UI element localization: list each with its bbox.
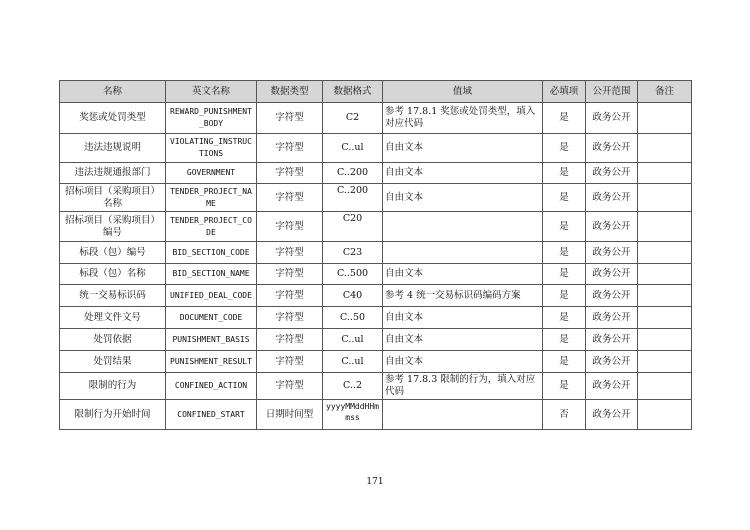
cell-name: 限制行为开始时间 bbox=[60, 400, 166, 430]
cell-name: 处理文件文号 bbox=[60, 307, 166, 329]
table-row bbox=[60, 373, 692, 400]
cell-name: 招标项目（采购项目）名称 bbox=[60, 184, 166, 212]
cell-public-scope: 政务公开 bbox=[586, 351, 638, 373]
cell-value-domain: 自由文本 bbox=[383, 264, 543, 285]
cell-data-type: 字符型 bbox=[257, 264, 323, 285]
table-row bbox=[60, 103, 692, 134]
cell-data-type: 字符型 bbox=[257, 163, 323, 184]
cell-english-name: GOVERNMENT bbox=[166, 163, 257, 184]
data-element-table bbox=[59, 80, 692, 430]
cell-public-scope: 政务公开 bbox=[586, 400, 638, 430]
cell-public-scope: 政务公开 bbox=[586, 212, 638, 242]
cell-english-name: TENDER_PROJECT_CODE bbox=[166, 212, 257, 242]
cell-data-format: C40 bbox=[323, 285, 383, 307]
cell-value-domain bbox=[383, 400, 543, 430]
table-row bbox=[60, 134, 692, 163]
cell-name: 招标项目（采购项目）编号 bbox=[60, 212, 166, 242]
cell-data-type: 字符型 bbox=[257, 134, 323, 163]
cell-remarks bbox=[638, 184, 692, 212]
cell-remarks bbox=[638, 242, 692, 264]
cell-required: 是 bbox=[543, 373, 586, 400]
cell-required: 是 bbox=[543, 307, 586, 329]
cell-value-domain: 自由文本 bbox=[383, 134, 543, 163]
cell-data-format: C..200 bbox=[323, 184, 383, 212]
cell-name: 处罚依据 bbox=[60, 329, 166, 351]
cell-public-scope: 政务公开 bbox=[586, 163, 638, 184]
cell-remarks bbox=[638, 264, 692, 285]
cell-value-domain: 参考 17.8.1 奖惩或处罚类型，填入对应代码 bbox=[383, 103, 543, 134]
table-row bbox=[60, 307, 692, 329]
cell-data-type: 字符型 bbox=[257, 373, 323, 400]
cell-data-type: 字符型 bbox=[257, 307, 323, 329]
cell-value-domain: 自由文本 bbox=[383, 307, 543, 329]
cell-value-domain bbox=[383, 242, 543, 264]
cell-remarks bbox=[638, 103, 692, 134]
cell-english-name: PUNISHMENT_BASIS bbox=[166, 329, 257, 351]
cell-english-name: CONFINED_START bbox=[166, 400, 257, 430]
cell-data-format: C..50 bbox=[323, 307, 383, 329]
cell-data-format: C..ul bbox=[323, 134, 383, 163]
cell-english-name: TENDER_PROJECT_NAME bbox=[166, 184, 257, 212]
cell-value-domain: 自由文本 bbox=[383, 163, 543, 184]
cell-name: 奖惩或处罚类型 bbox=[60, 103, 166, 134]
cell-value-domain: 自由文本 bbox=[383, 329, 543, 351]
table-row bbox=[60, 400, 692, 430]
cell-public-scope: 政务公开 bbox=[586, 184, 638, 212]
cell-english-name: PUNISHMENT_RESULT bbox=[166, 351, 257, 373]
cell-required: 是 bbox=[543, 329, 586, 351]
cell-data-format: yyyyMMddHHmmss bbox=[323, 400, 383, 430]
cell-public-scope: 政务公开 bbox=[586, 134, 638, 163]
cell-data-format: C2 bbox=[323, 103, 383, 134]
cell-remarks bbox=[638, 329, 692, 351]
cell-data-type: 字符型 bbox=[257, 285, 323, 307]
cell-required: 是 bbox=[543, 212, 586, 242]
cell-remarks bbox=[638, 307, 692, 329]
cell-english-name: VIOLATING_INSTRUCTIONS bbox=[166, 134, 257, 163]
cell-public-scope: 政务公开 bbox=[586, 373, 638, 400]
cell-remarks bbox=[638, 134, 692, 163]
cell-value-domain: 参考 4 统一交易标识码编码方案 bbox=[383, 285, 543, 307]
header-english-name: 英文名称 bbox=[166, 81, 257, 103]
cell-english-name: DOCUMENT_CODE bbox=[166, 307, 257, 329]
cell-public-scope: 政务公开 bbox=[586, 264, 638, 285]
cell-remarks bbox=[638, 400, 692, 430]
table-row bbox=[60, 285, 692, 307]
cell-english-name: REWARD_PUNISHMENT_BODY bbox=[166, 103, 257, 134]
cell-data-type: 字符型 bbox=[257, 103, 323, 134]
cell-remarks bbox=[638, 351, 692, 373]
header-data-type: 数据类型 bbox=[257, 81, 323, 103]
table-row bbox=[60, 264, 692, 285]
cell-data-format: C..200 bbox=[323, 163, 383, 184]
page-number: 171 bbox=[366, 477, 384, 487]
cell-english-name: BID_SECTION_NAME bbox=[166, 264, 257, 285]
table-row bbox=[60, 184, 692, 212]
cell-data-format: C20 bbox=[323, 212, 383, 242]
cell-name: 限制的行为 bbox=[60, 373, 166, 400]
table-header-row bbox=[60, 81, 692, 103]
cell-value-domain bbox=[383, 212, 543, 242]
cell-public-scope: 政务公开 bbox=[586, 307, 638, 329]
cell-required: 是 bbox=[543, 163, 586, 184]
header-data-format: 数据格式 bbox=[323, 81, 383, 103]
cell-value-domain: 参考 17.8.3 限制的行为，填入对应代码 bbox=[383, 373, 543, 400]
cell-data-type: 字符型 bbox=[257, 329, 323, 351]
cell-english-name: BID_SECTION_CODE bbox=[166, 242, 257, 264]
table-row bbox=[60, 351, 692, 373]
cell-name: 统一交易标识码 bbox=[60, 285, 166, 307]
cell-english-name: UNIFIED_DEAL_CODE bbox=[166, 285, 257, 307]
cell-remarks bbox=[638, 212, 692, 242]
cell-remarks bbox=[638, 373, 692, 400]
cell-value-domain: 自由文本 bbox=[383, 351, 543, 373]
cell-english-name: CONFINED_ACTION bbox=[166, 373, 257, 400]
header-remarks: 备注 bbox=[638, 81, 692, 103]
cell-data-type: 字符型 bbox=[257, 351, 323, 373]
cell-data-format: C..500 bbox=[323, 264, 383, 285]
cell-required: 是 bbox=[543, 134, 586, 163]
cell-public-scope: 政务公开 bbox=[586, 242, 638, 264]
cell-data-format: C..2 bbox=[323, 373, 383, 400]
table-row bbox=[60, 212, 692, 242]
cell-data-type: 字符型 bbox=[257, 212, 323, 242]
cell-name: 违法违规通报部门 bbox=[60, 163, 166, 184]
cell-required: 是 bbox=[543, 285, 586, 307]
table-row bbox=[60, 329, 692, 351]
header-public-scope: 公开范围 bbox=[586, 81, 638, 103]
table-row bbox=[60, 242, 692, 264]
cell-public-scope: 政务公开 bbox=[586, 329, 638, 351]
cell-required: 是 bbox=[543, 264, 586, 285]
cell-name: 处罚结果 bbox=[60, 351, 166, 373]
cell-remarks bbox=[638, 163, 692, 184]
cell-data-type: 字符型 bbox=[257, 242, 323, 264]
header-required: 必填项 bbox=[543, 81, 586, 103]
cell-required: 否 bbox=[543, 400, 586, 430]
cell-public-scope: 政务公开 bbox=[586, 103, 638, 134]
cell-name: 标段（包）编号 bbox=[60, 242, 166, 264]
cell-remarks bbox=[638, 285, 692, 307]
cell-required: 是 bbox=[543, 351, 586, 373]
cell-required: 是 bbox=[543, 103, 586, 134]
cell-data-type: 字符型 bbox=[257, 184, 323, 212]
cell-data-format: C..ul bbox=[323, 329, 383, 351]
cell-name: 标段（包）名称 bbox=[60, 264, 166, 285]
cell-name: 违法违规说明 bbox=[60, 134, 166, 163]
cell-data-format: C23 bbox=[323, 242, 383, 264]
header-value-domain: 值域 bbox=[383, 81, 543, 103]
cell-data-type: 日期时间型 bbox=[257, 400, 323, 430]
cell-required: 是 bbox=[543, 242, 586, 264]
cell-public-scope: 政务公开 bbox=[586, 285, 638, 307]
table-row bbox=[60, 163, 692, 184]
header-name: 名称 bbox=[60, 81, 166, 103]
cell-data-format: C..ul bbox=[323, 351, 383, 373]
cell-value-domain: 自由文本 bbox=[383, 184, 543, 212]
cell-required: 是 bbox=[543, 184, 586, 212]
